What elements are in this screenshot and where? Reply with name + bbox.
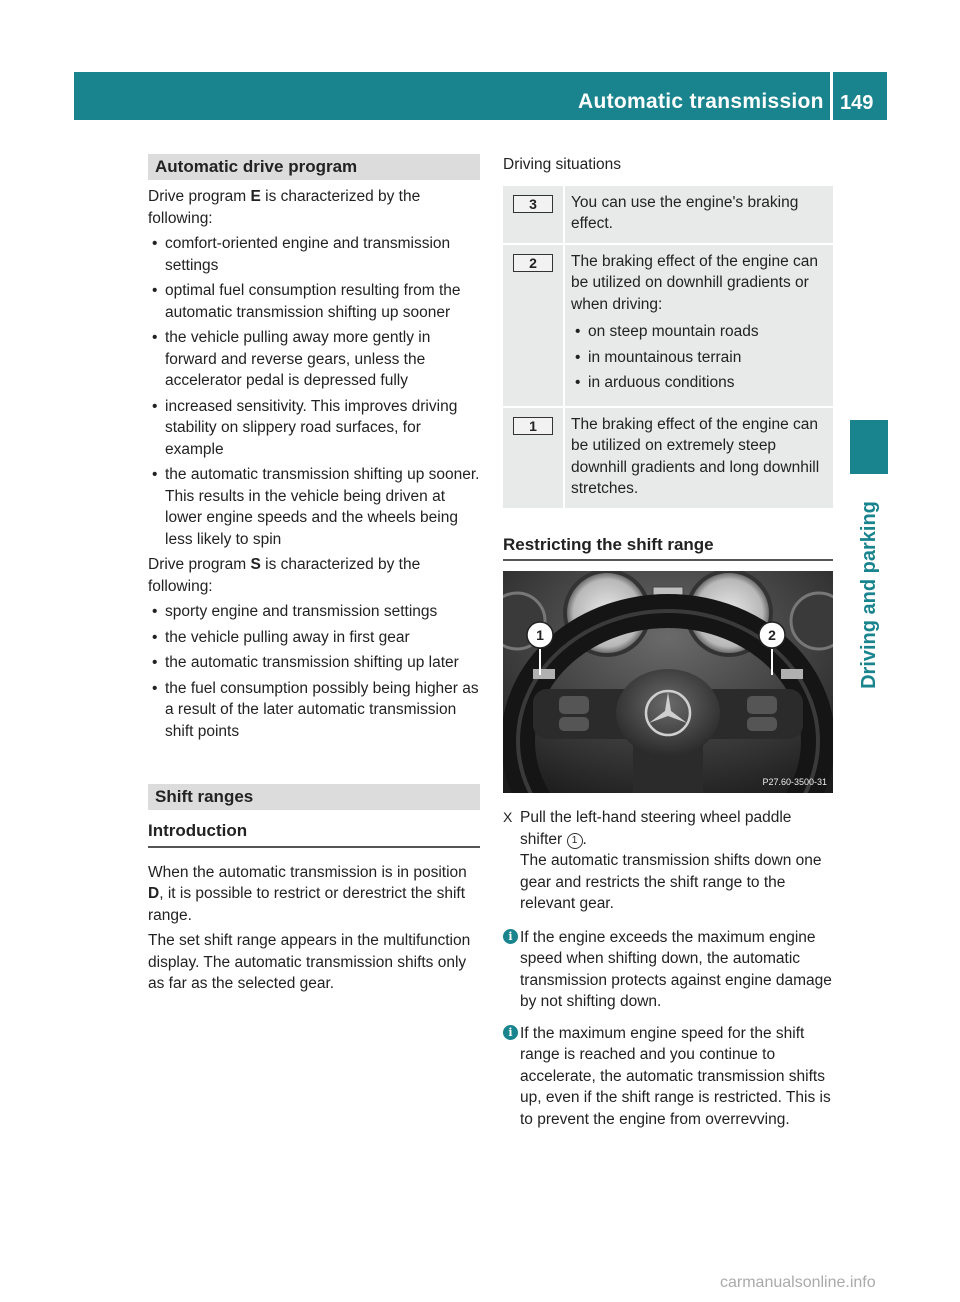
introduction-heading: Introduction bbox=[148, 820, 480, 848]
note-text: If the engine exceeds the maximum engine speed when shifting down, the automatic transmission protects against engine damage by not shifting down. bbox=[520, 928, 832, 1010]
program-s-intro-post: is characterized by the following: bbox=[148, 556, 421, 595]
gear-cell bbox=[503, 186, 564, 244]
callout-1-label: 1 bbox=[536, 627, 544, 643]
table-row bbox=[503, 244, 833, 407]
shift-ranges-heading: Shift ranges bbox=[148, 784, 480, 810]
list-item: • the automatic transmission shifting up later bbox=[148, 652, 480, 674]
auto-program-heading: Automatic drive program bbox=[148, 154, 480, 180]
situation-bullets bbox=[571, 321, 827, 394]
list-item: • comfort-oriented engine and transmission settings bbox=[148, 233, 480, 276]
step-arrow-icon: X bbox=[503, 809, 513, 825]
program-e-intro bbox=[148, 186, 480, 229]
gear-3-key-icon: 3 bbox=[513, 195, 553, 213]
list-item: • the automatic transmission shifting up sooner. This results in the vehicle being driven at lower engine speeds and the wheels being less likely to spin bbox=[148, 464, 480, 550]
program-e-list bbox=[148, 233, 480, 550]
situation-cell bbox=[564, 407, 833, 509]
list-item: • on steep mountain roads bbox=[571, 321, 827, 343]
footer-watermark: carmanualsonline.info bbox=[720, 1274, 876, 1291]
info-icon: i bbox=[503, 1025, 518, 1040]
callout-2-label: 2 bbox=[768, 627, 776, 643]
table-row bbox=[503, 407, 833, 509]
section-tab-label: Driving and parking bbox=[858, 501, 880, 689]
program-s-intro bbox=[148, 554, 480, 597]
list-item: • optimal fuel consumption resulting from the automatic transmission shifting up sooner bbox=[148, 280, 480, 323]
instruction-step bbox=[503, 807, 833, 915]
situation-cell bbox=[564, 244, 833, 407]
instruction-text bbox=[520, 807, 833, 850]
list-item: • in arduous conditions bbox=[571, 372, 827, 394]
driving-situations-label: Driving situations bbox=[503, 156, 622, 173]
list-item: • the vehicle pulling away in first gear bbox=[148, 627, 480, 649]
list-item: • the vehicle pulling away more gently in forward and reverse gears, unless the accelerator pedal is depressed fully bbox=[148, 327, 480, 392]
intro-paragraph-2: The set shift range appears in the multifunction display. The automatic transmission shifts only as far as the selected gear. bbox=[148, 932, 471, 992]
list-item: • the fuel consumption possibly being higher as a result of the later automatic transmission shift points bbox=[148, 678, 480, 743]
instruction-pre: Pull the left-hand steering wheel paddle shifter bbox=[520, 809, 792, 848]
program-s-list bbox=[148, 601, 480, 742]
list-item: • sporty engine and transmission settings bbox=[148, 601, 480, 623]
info-note bbox=[503, 1023, 833, 1131]
right-column bbox=[503, 154, 833, 1140]
intro-p1-post: , it is possible to restrict or derestrict the shift range. bbox=[148, 885, 466, 924]
page-number: 149 bbox=[840, 92, 874, 114]
info-icon: i bbox=[503, 929, 518, 944]
gear-cell bbox=[503, 244, 564, 407]
intro-p1-letter: D bbox=[148, 885, 160, 902]
gear-cell bbox=[503, 407, 564, 509]
intro-paragraph-1 bbox=[148, 862, 480, 927]
header-separator bbox=[830, 72, 833, 120]
program-s-letter: S bbox=[250, 556, 261, 573]
program-e-intro-post: is characterized by the following: bbox=[148, 188, 421, 227]
restricting-heading: Restricting the shift range bbox=[503, 534, 833, 562]
note-text: If the maximum engine speed for the shift range is reached and you continue to accelerate, the automatic transmission shifts up, even if the shift range is restricted. This is to prevent the engine from overrevving. bbox=[520, 1024, 831, 1128]
intro-p1-pre: When the automatic transmission is in position bbox=[148, 863, 467, 881]
steering-wheel-photo bbox=[503, 571, 833, 793]
situation-text: The braking effect of the engine can be utilized on extremely steep downhill gradients and long downhill stretches. bbox=[571, 415, 820, 497]
program-e-intro-pre: Drive program bbox=[148, 188, 251, 205]
instruction-result: The automatic transmission shifts down one gear and restricts the shift range to the relevant gear. bbox=[520, 852, 822, 912]
left-column bbox=[148, 154, 480, 999]
instruction-post: . bbox=[582, 830, 587, 848]
driving-situations-table bbox=[503, 186, 833, 510]
list-item: • in mountainous terrain bbox=[571, 347, 827, 369]
callout-1-inline-icon: 1 bbox=[567, 833, 583, 849]
situation-cell bbox=[564, 186, 833, 244]
program-e-letter: E bbox=[250, 188, 261, 205]
gear-1-key-icon: 1 bbox=[513, 417, 553, 435]
info-note bbox=[503, 927, 833, 1013]
image-ref-code: P27.60-3500-31 bbox=[762, 777, 827, 787]
header-title: Automatic transmission bbox=[578, 90, 824, 113]
list-item: • increased sensitivity. This improves driving stability on slippery road surfaces, for example bbox=[148, 396, 480, 461]
table-row bbox=[503, 186, 833, 244]
situation-text: You can use the engine's braking effect. bbox=[571, 193, 799, 232]
situation-text: The braking effect of the engine can be utilized on downhill gradients or when driving: bbox=[571, 252, 819, 313]
program-s-intro-pre: Drive program bbox=[148, 556, 251, 573]
gear-2-key-icon: 2 bbox=[513, 254, 553, 272]
